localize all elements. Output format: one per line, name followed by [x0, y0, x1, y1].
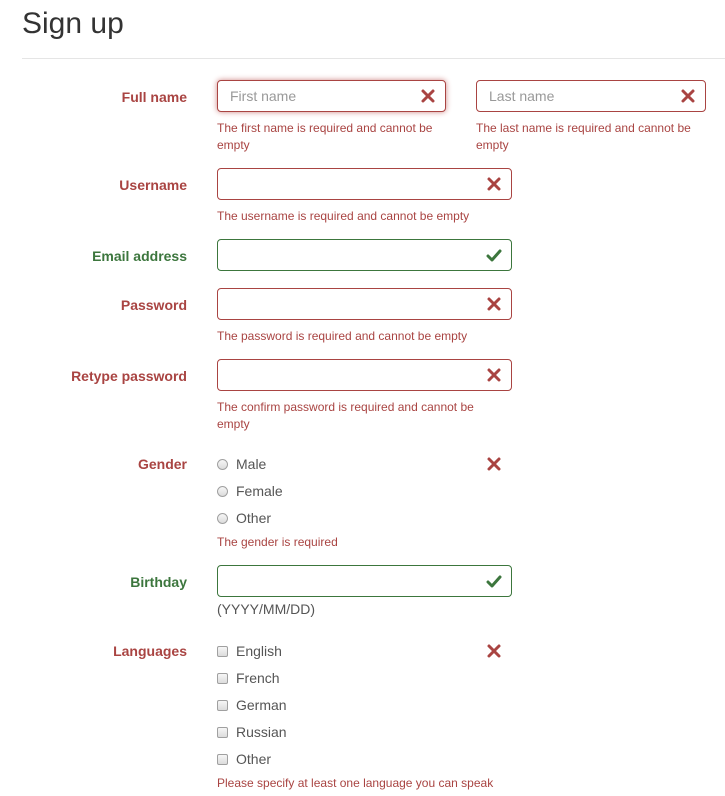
language-option-english[interactable] [217, 641, 282, 661]
full-name-label: Full name [121, 89, 187, 105]
page-title: Sign up [22, 7, 124, 40]
language-option-russian[interactable] [217, 722, 287, 742]
checkbox[interactable] [217, 754, 228, 765]
retype-password-error: The confirm password is required and cannot be empty [217, 400, 474, 431]
radio-button[interactable] [217, 513, 228, 524]
retype-password-input[interactable] [218, 360, 511, 390]
option-label: Other [236, 510, 272, 526]
gender-option-other[interactable] [217, 508, 271, 528]
password-field[interactable] [217, 288, 512, 320]
password-input[interactable] [218, 289, 511, 319]
email-input[interactable] [218, 240, 511, 270]
username-input[interactable] [218, 169, 511, 199]
option-label: Russian [236, 724, 287, 740]
first-name-field[interactable] [217, 80, 446, 112]
title-divider [22, 58, 725, 59]
remove-icon [680, 88, 696, 104]
option-label: Female [236, 483, 283, 499]
languages-error: Please specify at least one language you can speak [217, 776, 494, 790]
checkbox[interactable] [217, 673, 228, 684]
language-option-french[interactable] [217, 668, 280, 688]
gender-option-female[interactable] [217, 481, 283, 501]
username-field[interactable] [217, 168, 512, 200]
first-name-input[interactable] [218, 81, 445, 111]
username-error: The username is required and cannot be empty [217, 209, 470, 223]
password-label: Password [120, 297, 187, 313]
checkbox[interactable] [217, 700, 228, 711]
remove-icon [420, 88, 436, 104]
birthday-label: Birthday [130, 574, 187, 590]
option-label: English [236, 643, 282, 659]
option-label: French [236, 670, 280, 686]
gender-label: Gender [137, 456, 187, 472]
first-name-error: The first name is required and cannot be empty [217, 121, 433, 152]
birthday-format-hint: (YYYY/MM/DD) [217, 601, 315, 617]
remove-icon [486, 456, 502, 472]
last-name-field[interactable] [476, 80, 706, 112]
option-label: German [236, 697, 287, 713]
option-label: Male [236, 456, 267, 472]
email-field[interactable] [217, 239, 512, 271]
languages-label: Languages [113, 643, 187, 659]
retype-password-field[interactable] [217, 359, 512, 391]
last-name-input[interactable] [477, 81, 705, 111]
password-error: The password is required and cannot be empty [217, 329, 468, 343]
username-label: Username [119, 177, 187, 193]
email-label: Email address [92, 248, 187, 264]
language-option-other[interactable] [217, 749, 271, 769]
radio-button[interactable] [217, 486, 228, 497]
birthday-field[interactable] [217, 565, 512, 597]
ok-icon [486, 247, 502, 263]
remove-icon [486, 367, 502, 383]
last-name-error: The last name is required and cannot be empty [476, 121, 691, 152]
birthday-input[interactable] [218, 566, 511, 596]
ok-icon [486, 573, 502, 589]
remove-icon [486, 176, 502, 192]
gender-error: The gender is required [217, 535, 338, 549]
language-option-german[interactable] [217, 695, 287, 715]
remove-icon [486, 296, 502, 312]
checkbox[interactable] [217, 727, 228, 738]
retype-password-label: Retype password [71, 368, 187, 384]
radio-button[interactable] [217, 459, 228, 470]
gender-option-male[interactable] [217, 454, 266, 474]
option-label: Other [236, 751, 272, 767]
checkbox[interactable] [217, 646, 228, 657]
remove-icon [486, 643, 502, 659]
